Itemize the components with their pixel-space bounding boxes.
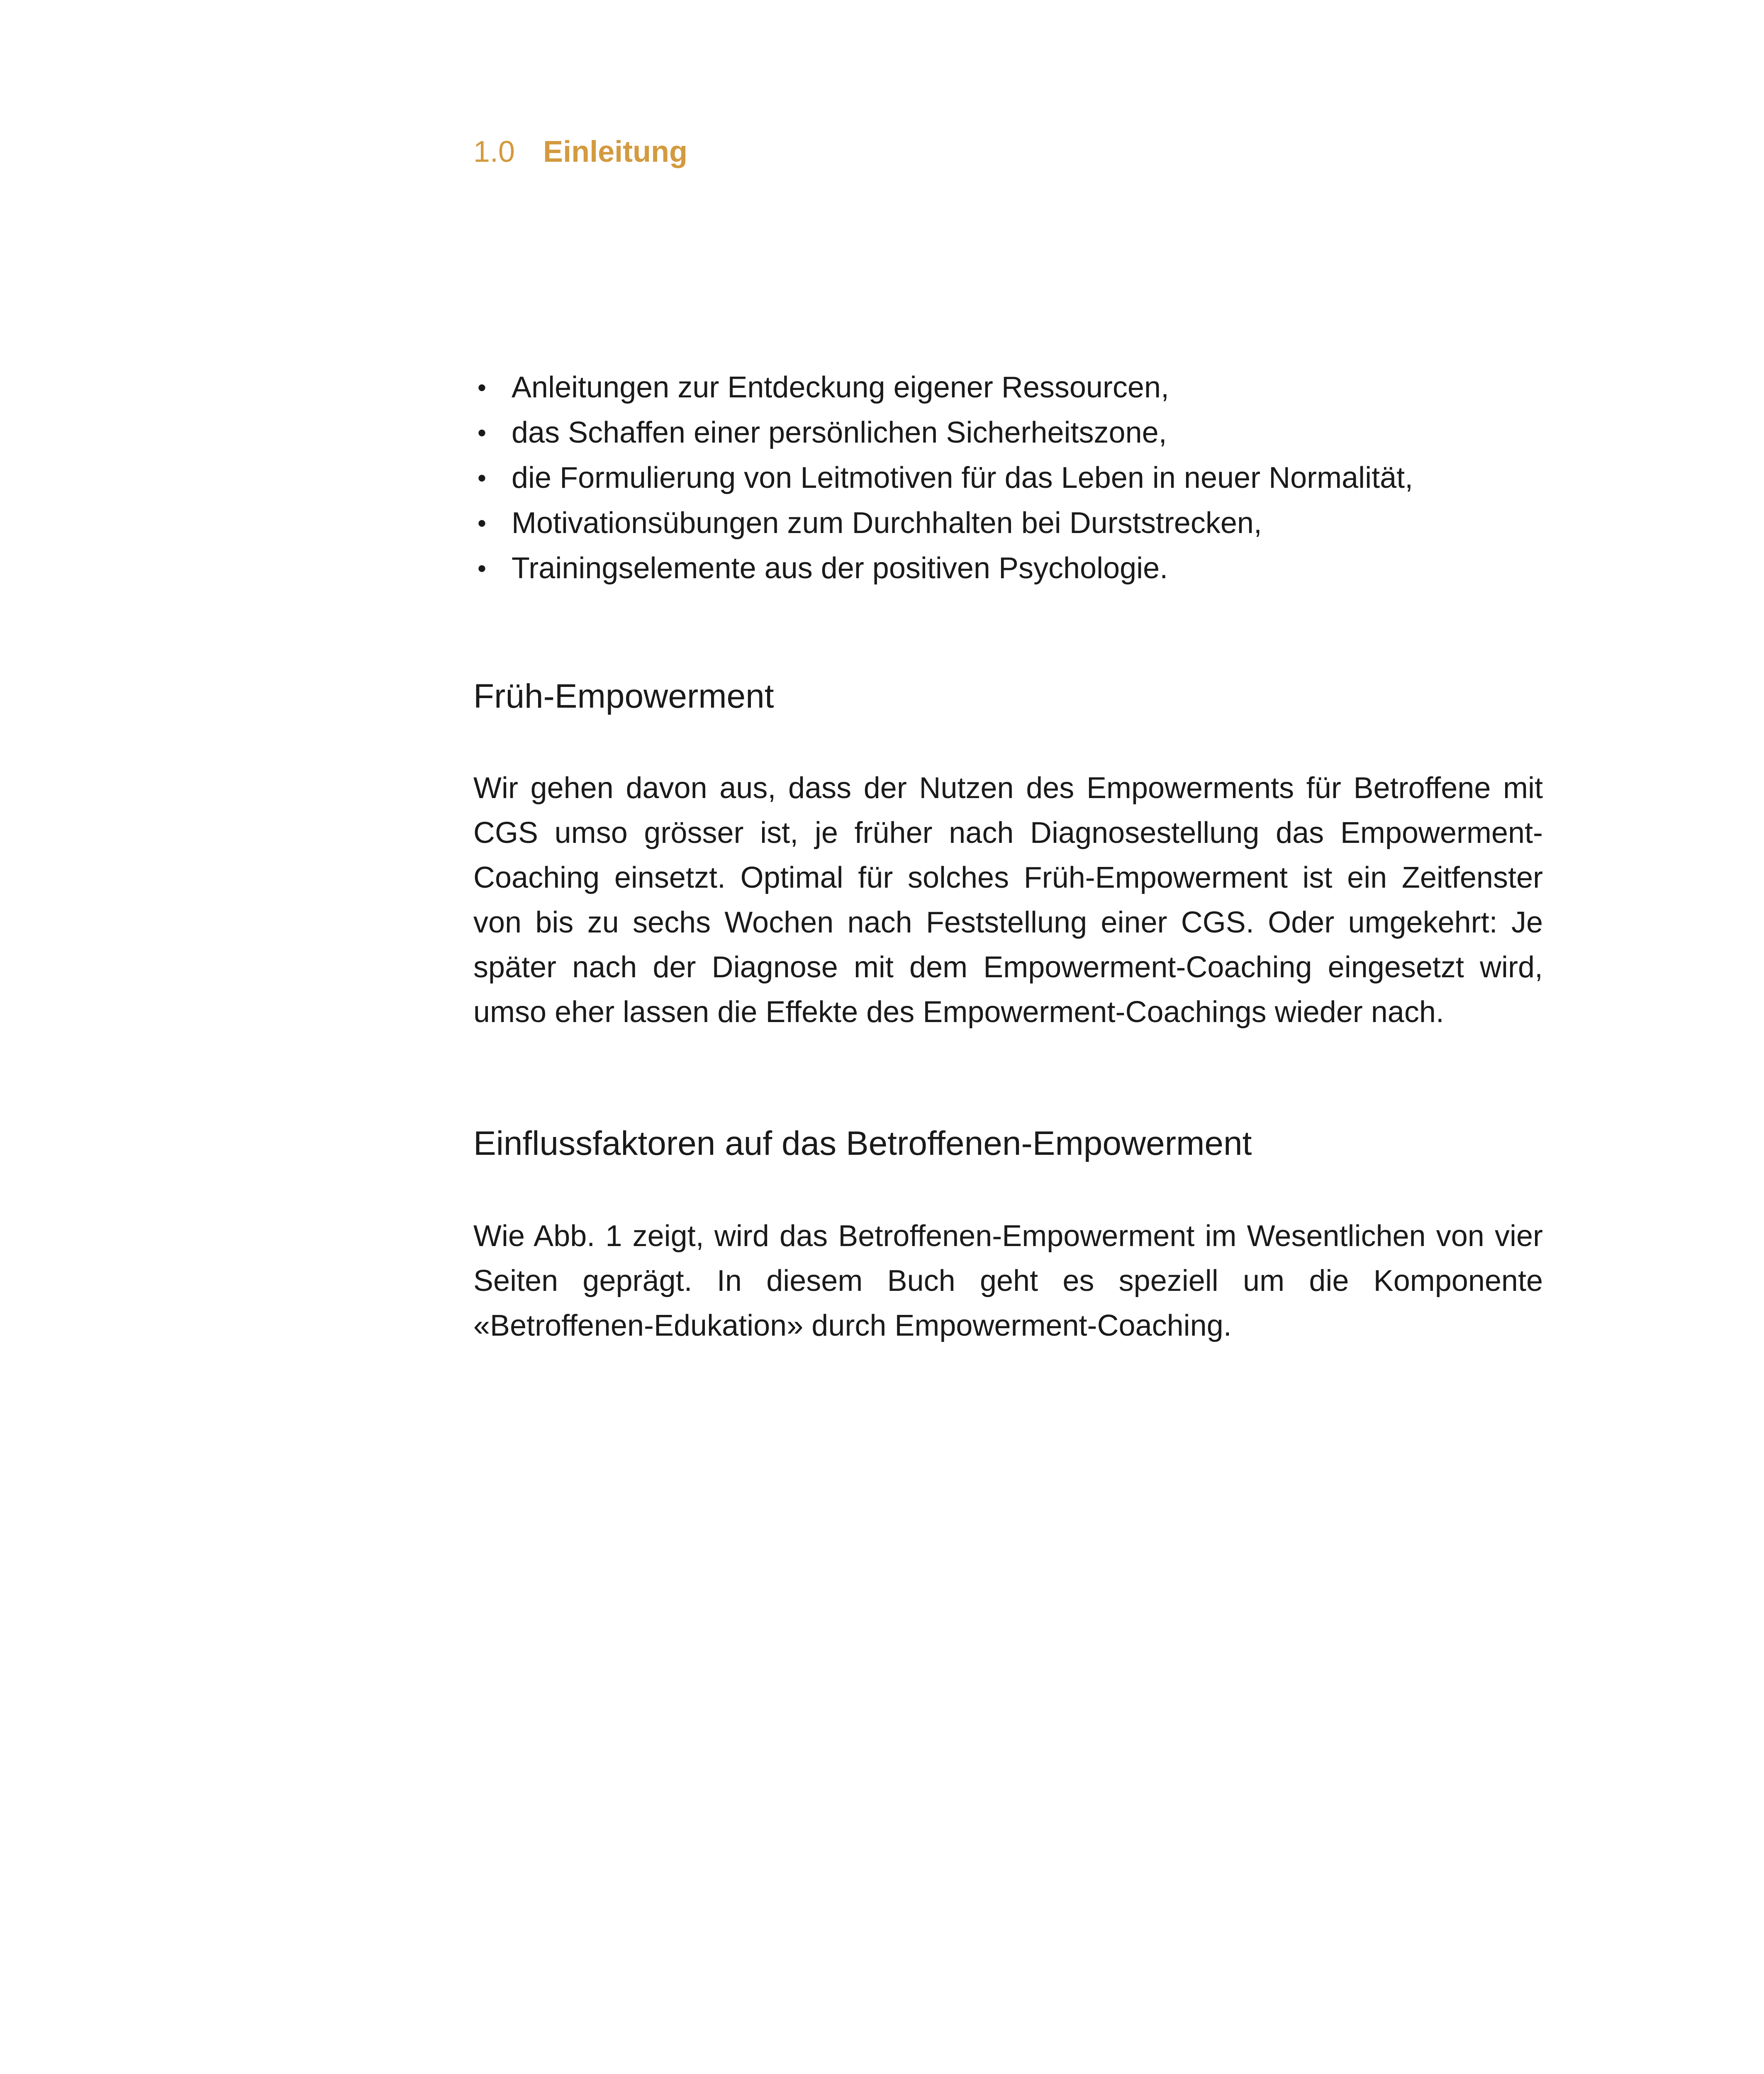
bullet-icon: •	[478, 419, 487, 447]
running-head	[473, 137, 687, 167]
bullet-icon: •	[478, 374, 487, 402]
bullet-icon: •	[478, 555, 487, 582]
list-item-text: Motivationsübungen zum Durchhalten bei Durststrecken,	[512, 506, 1262, 540]
chapter-title: Einleitung	[543, 135, 688, 168]
list-item	[473, 365, 1543, 410]
list-item	[473, 546, 1543, 591]
bullet-list	[473, 365, 1543, 591]
list-item-text: Anleitungen zur Entdeckung eigener Ressourcen,	[512, 371, 1170, 404]
list-item-text: die Formulierung von Leitmotiven für das Leben in neuer Normalität,	[512, 461, 1413, 494]
bullet-icon: •	[478, 464, 487, 492]
list-item-text: Trainingselemente aus der positiven Psychologie.	[512, 552, 1168, 585]
chapter-number: 1.0	[473, 135, 515, 168]
list-item	[473, 455, 1543, 501]
section-paragraph-einflussfaktoren: Wie Abb. 1 zeigt, wird das Betroffenen-Empowerment im Wesentlichen von vier Seiten geprägt. In diesem Buch geht es speziell um die Komponente «Betroffenen-Edukation» durch Empowerment-Coaching.	[473, 1220, 1543, 1342]
bullet-icon: •	[478, 509, 487, 537]
list-item	[473, 410, 1543, 455]
list-item	[473, 501, 1543, 546]
section-heading-einflussfaktoren: Einflussfaktoren auf das Betroffenen-Empowerment	[473, 1125, 1252, 1162]
section-heading-frueh-empowerment: Früh-Empowerment	[473, 677, 774, 715]
list-item-text: das Schaffen einer persönlichen Sicherheitszone,	[512, 416, 1167, 449]
section-paragraph-frueh-empowerment: Wir gehen davon aus, dass der Nutzen des Empowerments für Betroffene mit CGS umso grösser ist, je früher nach Diagnosestellung das Empowerment-Coaching einsetzt. Optimal für solches Früh-Empowerment ist ein Zeitfenster von bis zu sechs Wochen nach Feststellung einer CGS. Oder umgekehrt: Je später nach der Diagnose mit dem Empowerment-Coaching eingesetzt wird, umso eher lassen die Effekte des Empowerment-Coachings wieder nach.	[473, 772, 1543, 1029]
